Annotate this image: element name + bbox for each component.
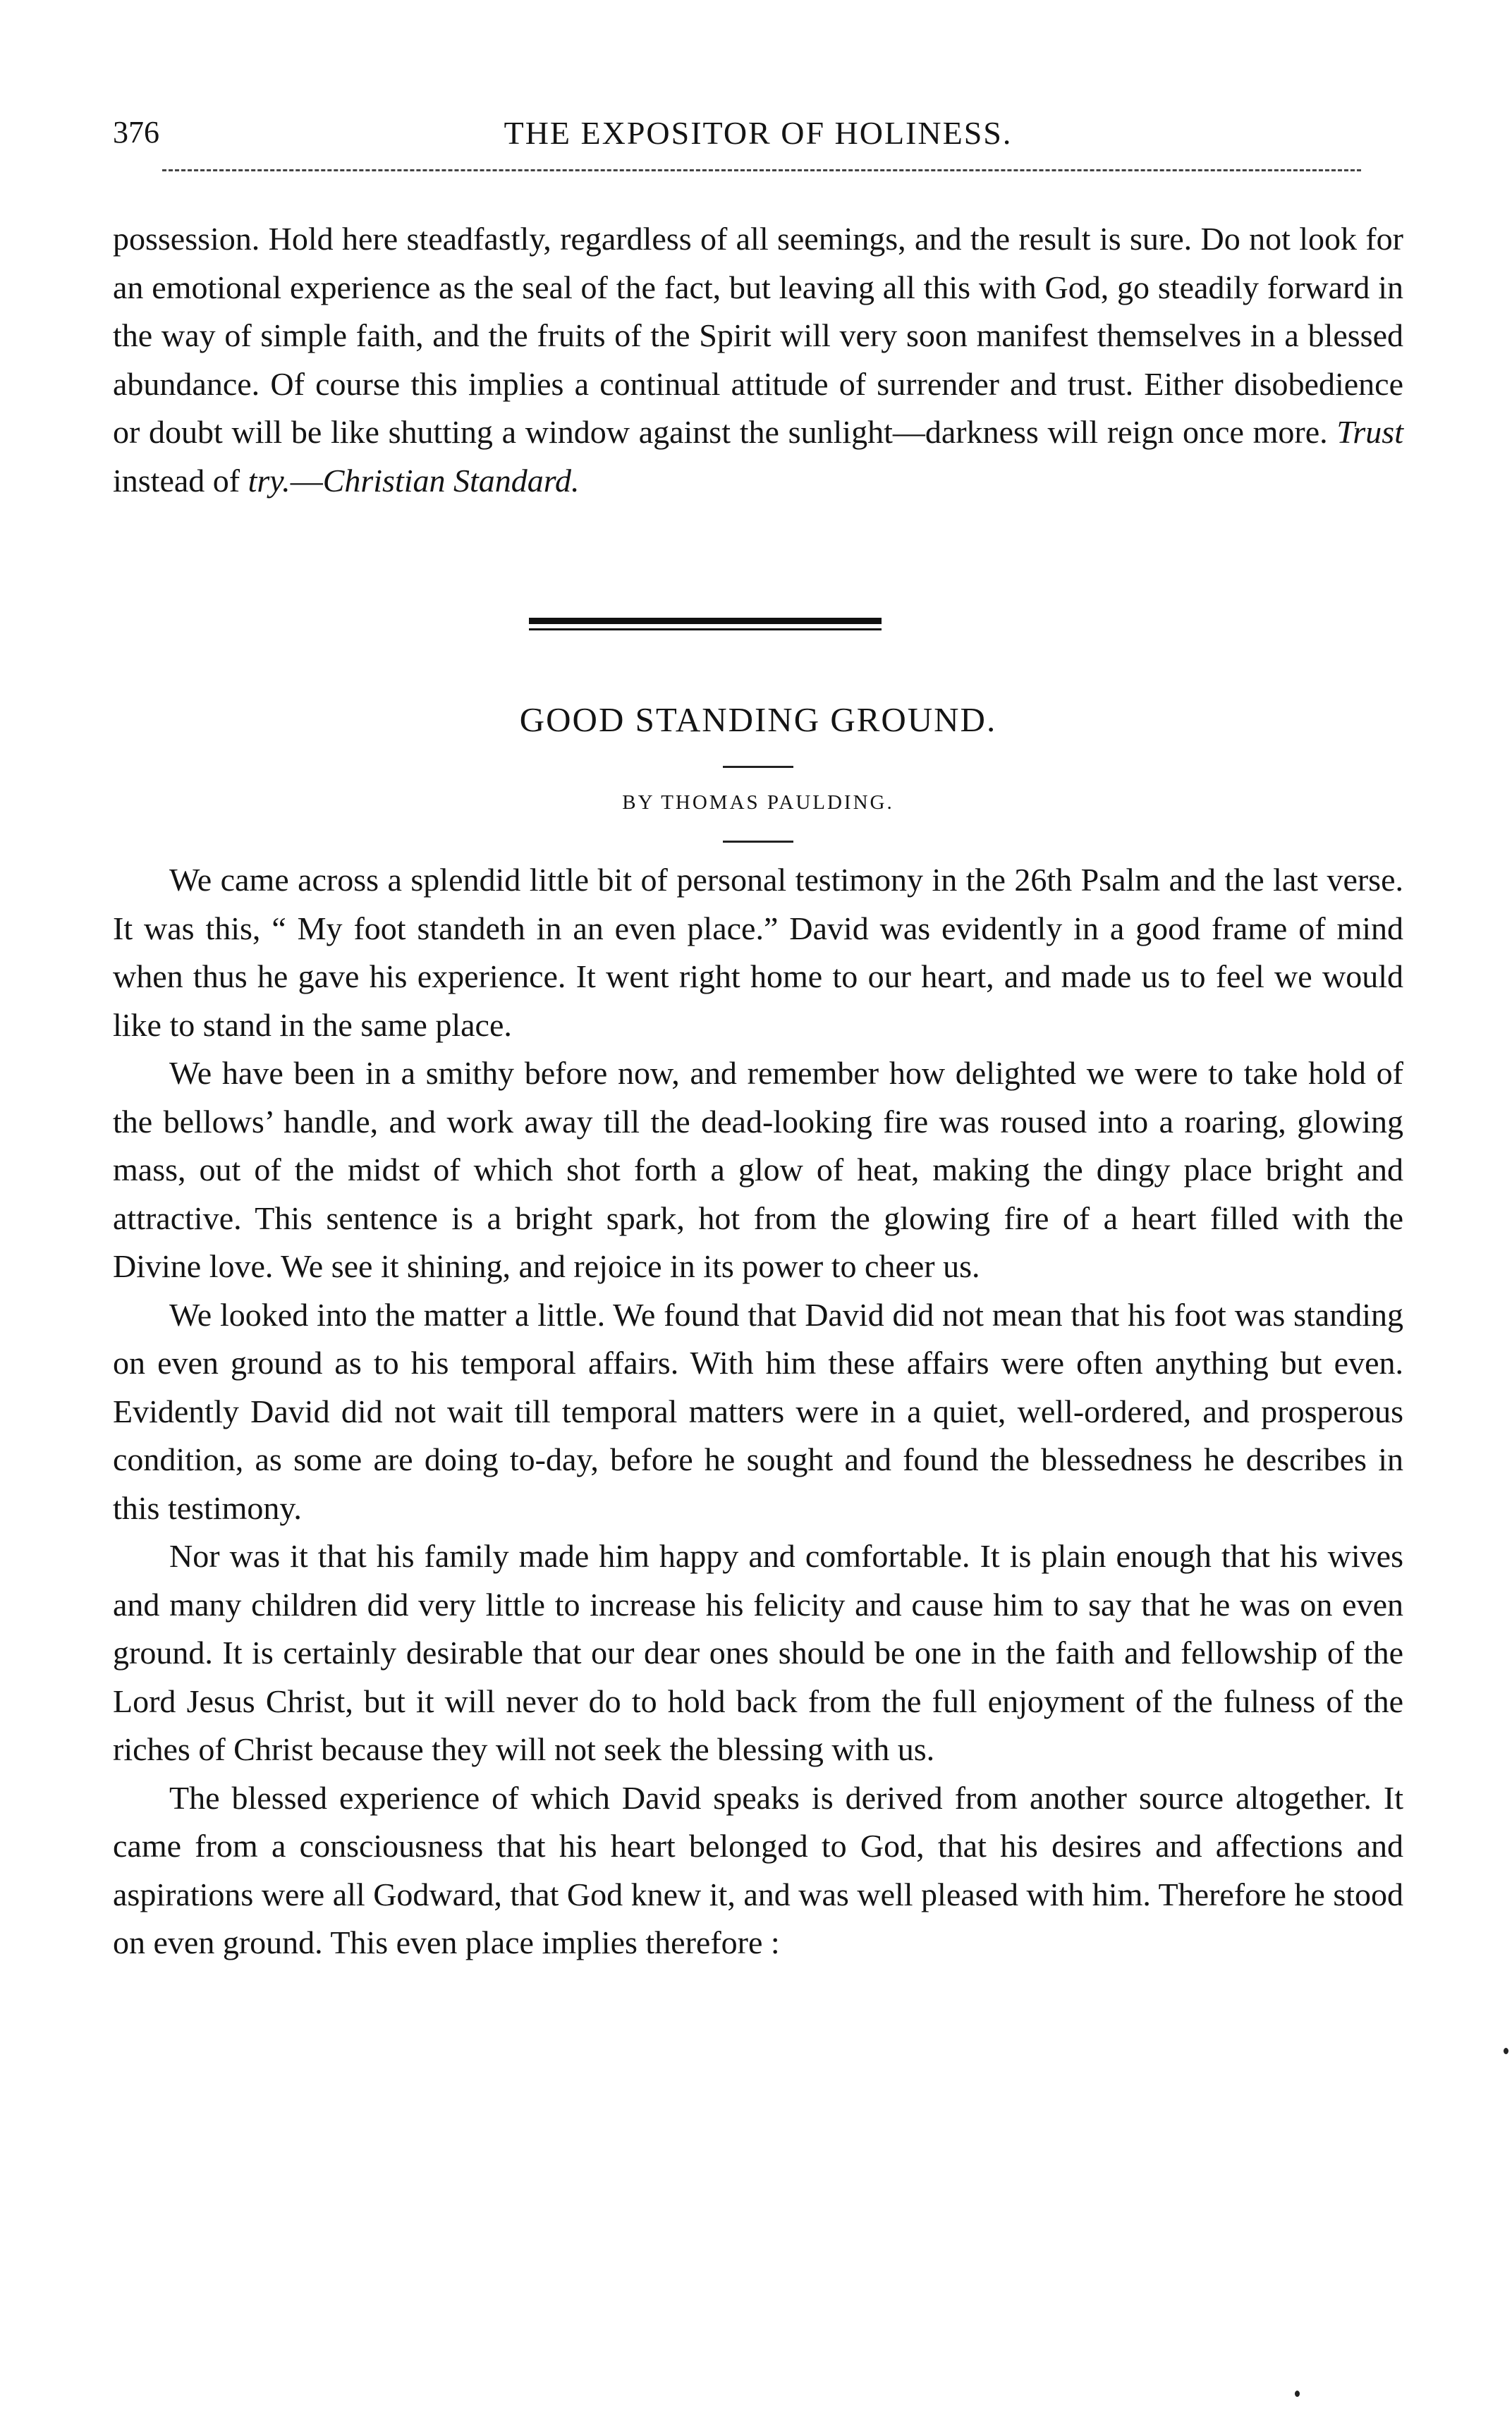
title-rule	[723, 766, 793, 768]
header-divider	[162, 169, 1361, 171]
article-paragraph: The blessed experience of which David speaks is derived from another source altogether. It came from a consciousness that his heart belonged to God, that his desires and affections and aspirations were all Godward, that God knew it, and was well pleased with him. Therefore he stood on even ground. This even place implies therefore :	[113, 1779, 1403, 1960]
separator-thin-rule	[529, 628, 882, 630]
previous-article-text: possession. Hold here steadfastly, regardless of all seemings, and the result is sure. Do not look for an emotional experience as the seal of the fact, but leaving all this with God, go steadily forward in the way of simple faith, and the fruits of the Spirit will very soon manifest themselves in a blessed abundance. Of course this implies a continual attitude of surrender and trust. Either disobedience or doubt will be like shutting a window against the sunlight—darkness will reign once more.	[113, 221, 1403, 450]
italic-trust: Trust	[1336, 414, 1403, 450]
previous-article-ending	[113, 215, 1403, 505]
separator-thick-rule	[529, 618, 882, 624]
section-separator	[529, 618, 882, 630]
running-head	[113, 114, 1403, 157]
article-byline: BY THOMAS PAULDING.	[622, 791, 894, 814]
journal-title: THE EXPOSITOR OF HOLINESS.	[504, 115, 1013, 151]
ink-speck	[1504, 2048, 1508, 2054]
italic-try: try.	[248, 462, 291, 499]
byline-rule	[723, 841, 793, 843]
article-paragraph: We have been in a smithy before now, and remember how delighted we were to take hold of the bellows’ handle, and work away till the dead-looking fire was roused into a roaring, glowing mass, out of the midst of which shot forth a glow of heat, making the dingy place bright and attractive. This sentence is a bright spark, hot from the glowing fire of a heart filled with the Divine love. We see it shining, and rejoice in its power to cheer us.	[113, 1055, 1403, 1284]
previous-article-text-middle: instead of	[113, 462, 248, 499]
page-number: 376	[113, 115, 159, 149]
article-paragraph: We came across a splendid little bit of personal testimony in the 26th Psalm and the last verse. It was this, “ My foot standeth in an even place.” David was evidently in a good frame of mind when thus he gave his experience. It went right home to our heart, and made us to feel we would like to stand in the same place.	[113, 862, 1403, 1043]
article-title: GOOD STANDING GROUND.	[519, 700, 997, 739]
source-attribution: Christian Standard.	[322, 462, 580, 499]
previous-article-paragraph	[113, 215, 1403, 505]
attribution-dash: —	[290, 462, 323, 499]
article-paragraph: We looked into the matter a little. We found that David did not mean that his foot was standing on even ground as to his temporal affairs. With him these affairs were often anything but even. Evidently David did not wait till temporal matters were in a quiet, well-ordered, and prosperous condition, as some are doing to-day, before he sought and found the blessedness he describes in this testimony.	[113, 1296, 1403, 1526]
ink-speck	[1295, 2391, 1300, 2397]
article-body	[113, 856, 1403, 1967]
article-paragraph: Nor was it that his family made him happy and comfortable. It is plain enough that his wives and many children did very little to increase his felicity and cause him to say that he was on even ground. It is certainly desirable that our dear ones should be one in the faith and fellowship of the Lord Jesus Christ, but it will never do to hold back from the full enjoyment of the fulness of the riches of Christ because they will not seek the blessing with us.	[113, 1538, 1403, 1767]
